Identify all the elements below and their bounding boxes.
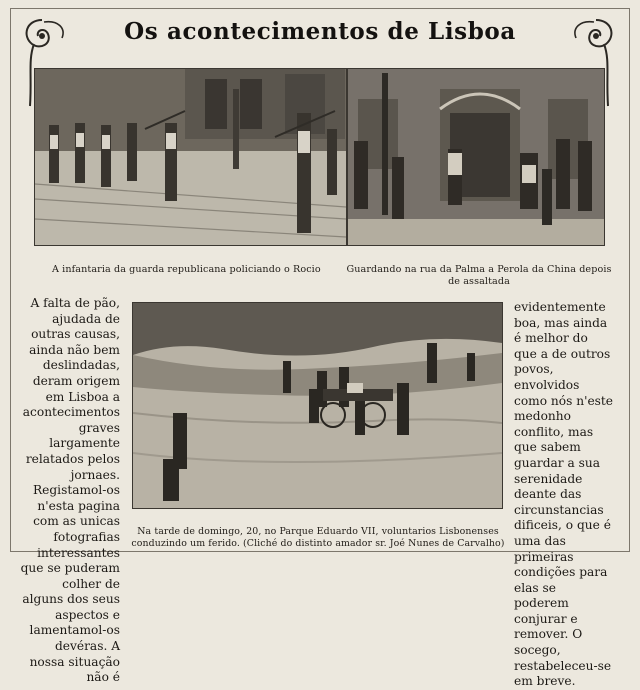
caption-photo-parque-eduardo-vii: Na tarde de domingo, 20, no Parque Eduardo VII, voluntarios Lisbonenses conduzindo um ferido. (Cliché do distinto amador sr. Joé Nunes de Carvalho): [131, 526, 505, 549]
photo-parque-eduardo-vii: [132, 302, 503, 509]
photo-rocio: [34, 68, 347, 246]
body-text-left-column: A falta de pão, ajudada de outras causas, ainda não bem deslindadas, deram origem em Lisboa a acontecimentos graves largamente relatados pelos jornaes. Registamol-os n'esta pagina com as unicas fotografias interessantes que se puderam colher de alguns dos seus aspectos e lamentamol-os devéras. A nossa situação não é: [20, 296, 120, 685]
photo-rua-da-palma: [347, 68, 605, 246]
caption-photo-rua-da-palma: Guardando na rua da Palma a Perola da China depois de assaltada: [346, 264, 612, 287]
body-text-right-column: evidentemente boa, mas ainda é melhor do que a de outros povos, envolvidos como nós n'este medonho conflito, mas que sabem guardar a sua serenidade deante das circunstancias dificeis, o que é uma das primeiras condições para elas se poderem conjurar e remover. O socego, restabeleceu-se em breve.: [514, 300, 614, 689]
page-title: Os acontecimentos de Lisboa: [124, 18, 516, 45]
caption-photo-rocio: A infantaria da guarda republicana policiando o Rocio: [52, 264, 321, 275]
